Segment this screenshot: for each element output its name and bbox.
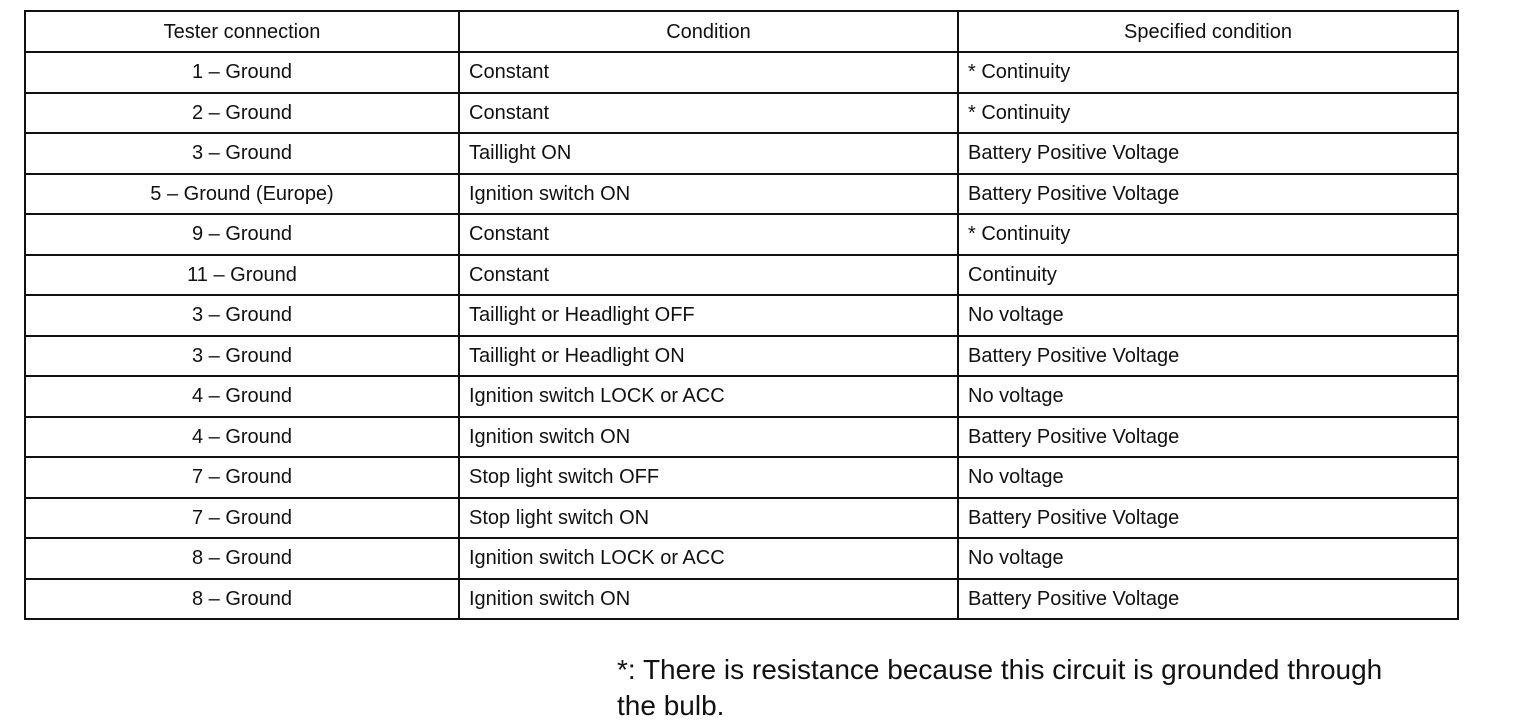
cell-tester-connection: 7 – Ground (25, 457, 459, 498)
cell-condition: Taillight or Headlight OFF (459, 295, 958, 336)
footnote (617, 652, 1477, 724)
header-row (25, 11, 1458, 52)
cell-condition: Constant (459, 214, 958, 255)
cell-tester-connection: 3 – Ground (25, 133, 459, 174)
table-row (25, 457, 1458, 498)
header-condition: Condition (459, 11, 958, 52)
table-row (25, 417, 1458, 458)
cell-specified-condition: Continuity (958, 255, 1458, 296)
table-row (25, 579, 1458, 620)
cell-condition: Constant (459, 255, 958, 296)
cell-specified-condition: Battery Positive Voltage (958, 336, 1458, 377)
cell-specified-condition: Battery Positive Voltage (958, 417, 1458, 458)
cell-tester-connection: 8 – Ground (25, 579, 459, 620)
cell-tester-connection: 11 – Ground (25, 255, 459, 296)
cell-tester-connection: 4 – Ground (25, 376, 459, 417)
cell-condition: Taillight ON (459, 133, 958, 174)
header-specified-condition: Specified condition (958, 11, 1458, 52)
cell-condition: Ignition switch ON (459, 417, 958, 458)
cell-tester-connection: 3 – Ground (25, 336, 459, 377)
table-row (25, 174, 1458, 215)
cell-tester-connection: 1 – Ground (25, 52, 459, 93)
table-row (25, 376, 1458, 417)
header-tester-connection: Tester connection (25, 11, 459, 52)
cell-specified-condition: * Continuity (958, 214, 1458, 255)
table-row (25, 133, 1458, 174)
cell-tester-connection: 7 – Ground (25, 498, 459, 539)
cell-condition: Ignition switch ON (459, 579, 958, 620)
cell-tester-connection: 2 – Ground (25, 93, 459, 134)
cell-specified-condition: Battery Positive Voltage (958, 133, 1458, 174)
cell-condition: Ignition switch ON (459, 174, 958, 215)
table-row (25, 255, 1458, 296)
cell-condition: Constant (459, 52, 958, 93)
table-row (25, 214, 1458, 255)
cell-specified-condition: * Continuity (958, 93, 1458, 134)
footnote-line-1: *: There is resistance because this circuit is grounded through (617, 654, 1383, 685)
table-row (25, 498, 1458, 539)
cell-specified-condition: No voltage (958, 457, 1458, 498)
cell-tester-connection: 9 – Ground (25, 214, 459, 255)
cell-specified-condition: * Continuity (958, 52, 1458, 93)
cell-condition: Stop light switch OFF (459, 457, 958, 498)
tester-spec-table (24, 10, 1459, 620)
cell-condition: Ignition switch LOCK or ACC (459, 538, 958, 579)
cell-condition: Stop light switch ON (459, 498, 958, 539)
cell-tester-connection: 3 – Ground (25, 295, 459, 336)
table-header (25, 11, 1458, 52)
cell-specified-condition: No voltage (958, 538, 1458, 579)
cell-specified-condition: Battery Positive Voltage (958, 174, 1458, 215)
table-row (25, 52, 1458, 93)
table-row (25, 336, 1458, 377)
table-row (25, 93, 1458, 134)
cell-specified-condition: No voltage (958, 295, 1458, 336)
cell-condition: Taillight or Headlight ON (459, 336, 958, 377)
footnote-line-2: the bulb. (617, 690, 725, 721)
cell-tester-connection: 5 – Ground (Europe) (25, 174, 459, 215)
cell-specified-condition: No voltage (958, 376, 1458, 417)
cell-specified-condition: Battery Positive Voltage (958, 498, 1458, 539)
table-row (25, 295, 1458, 336)
table-body (25, 52, 1458, 619)
table-row (25, 538, 1458, 579)
cell-condition: Ignition switch LOCK or ACC (459, 376, 958, 417)
cell-tester-connection: 4 – Ground (25, 417, 459, 458)
cell-tester-connection: 8 – Ground (25, 538, 459, 579)
cell-specified-condition: Battery Positive Voltage (958, 579, 1458, 620)
cell-condition: Constant (459, 93, 958, 134)
